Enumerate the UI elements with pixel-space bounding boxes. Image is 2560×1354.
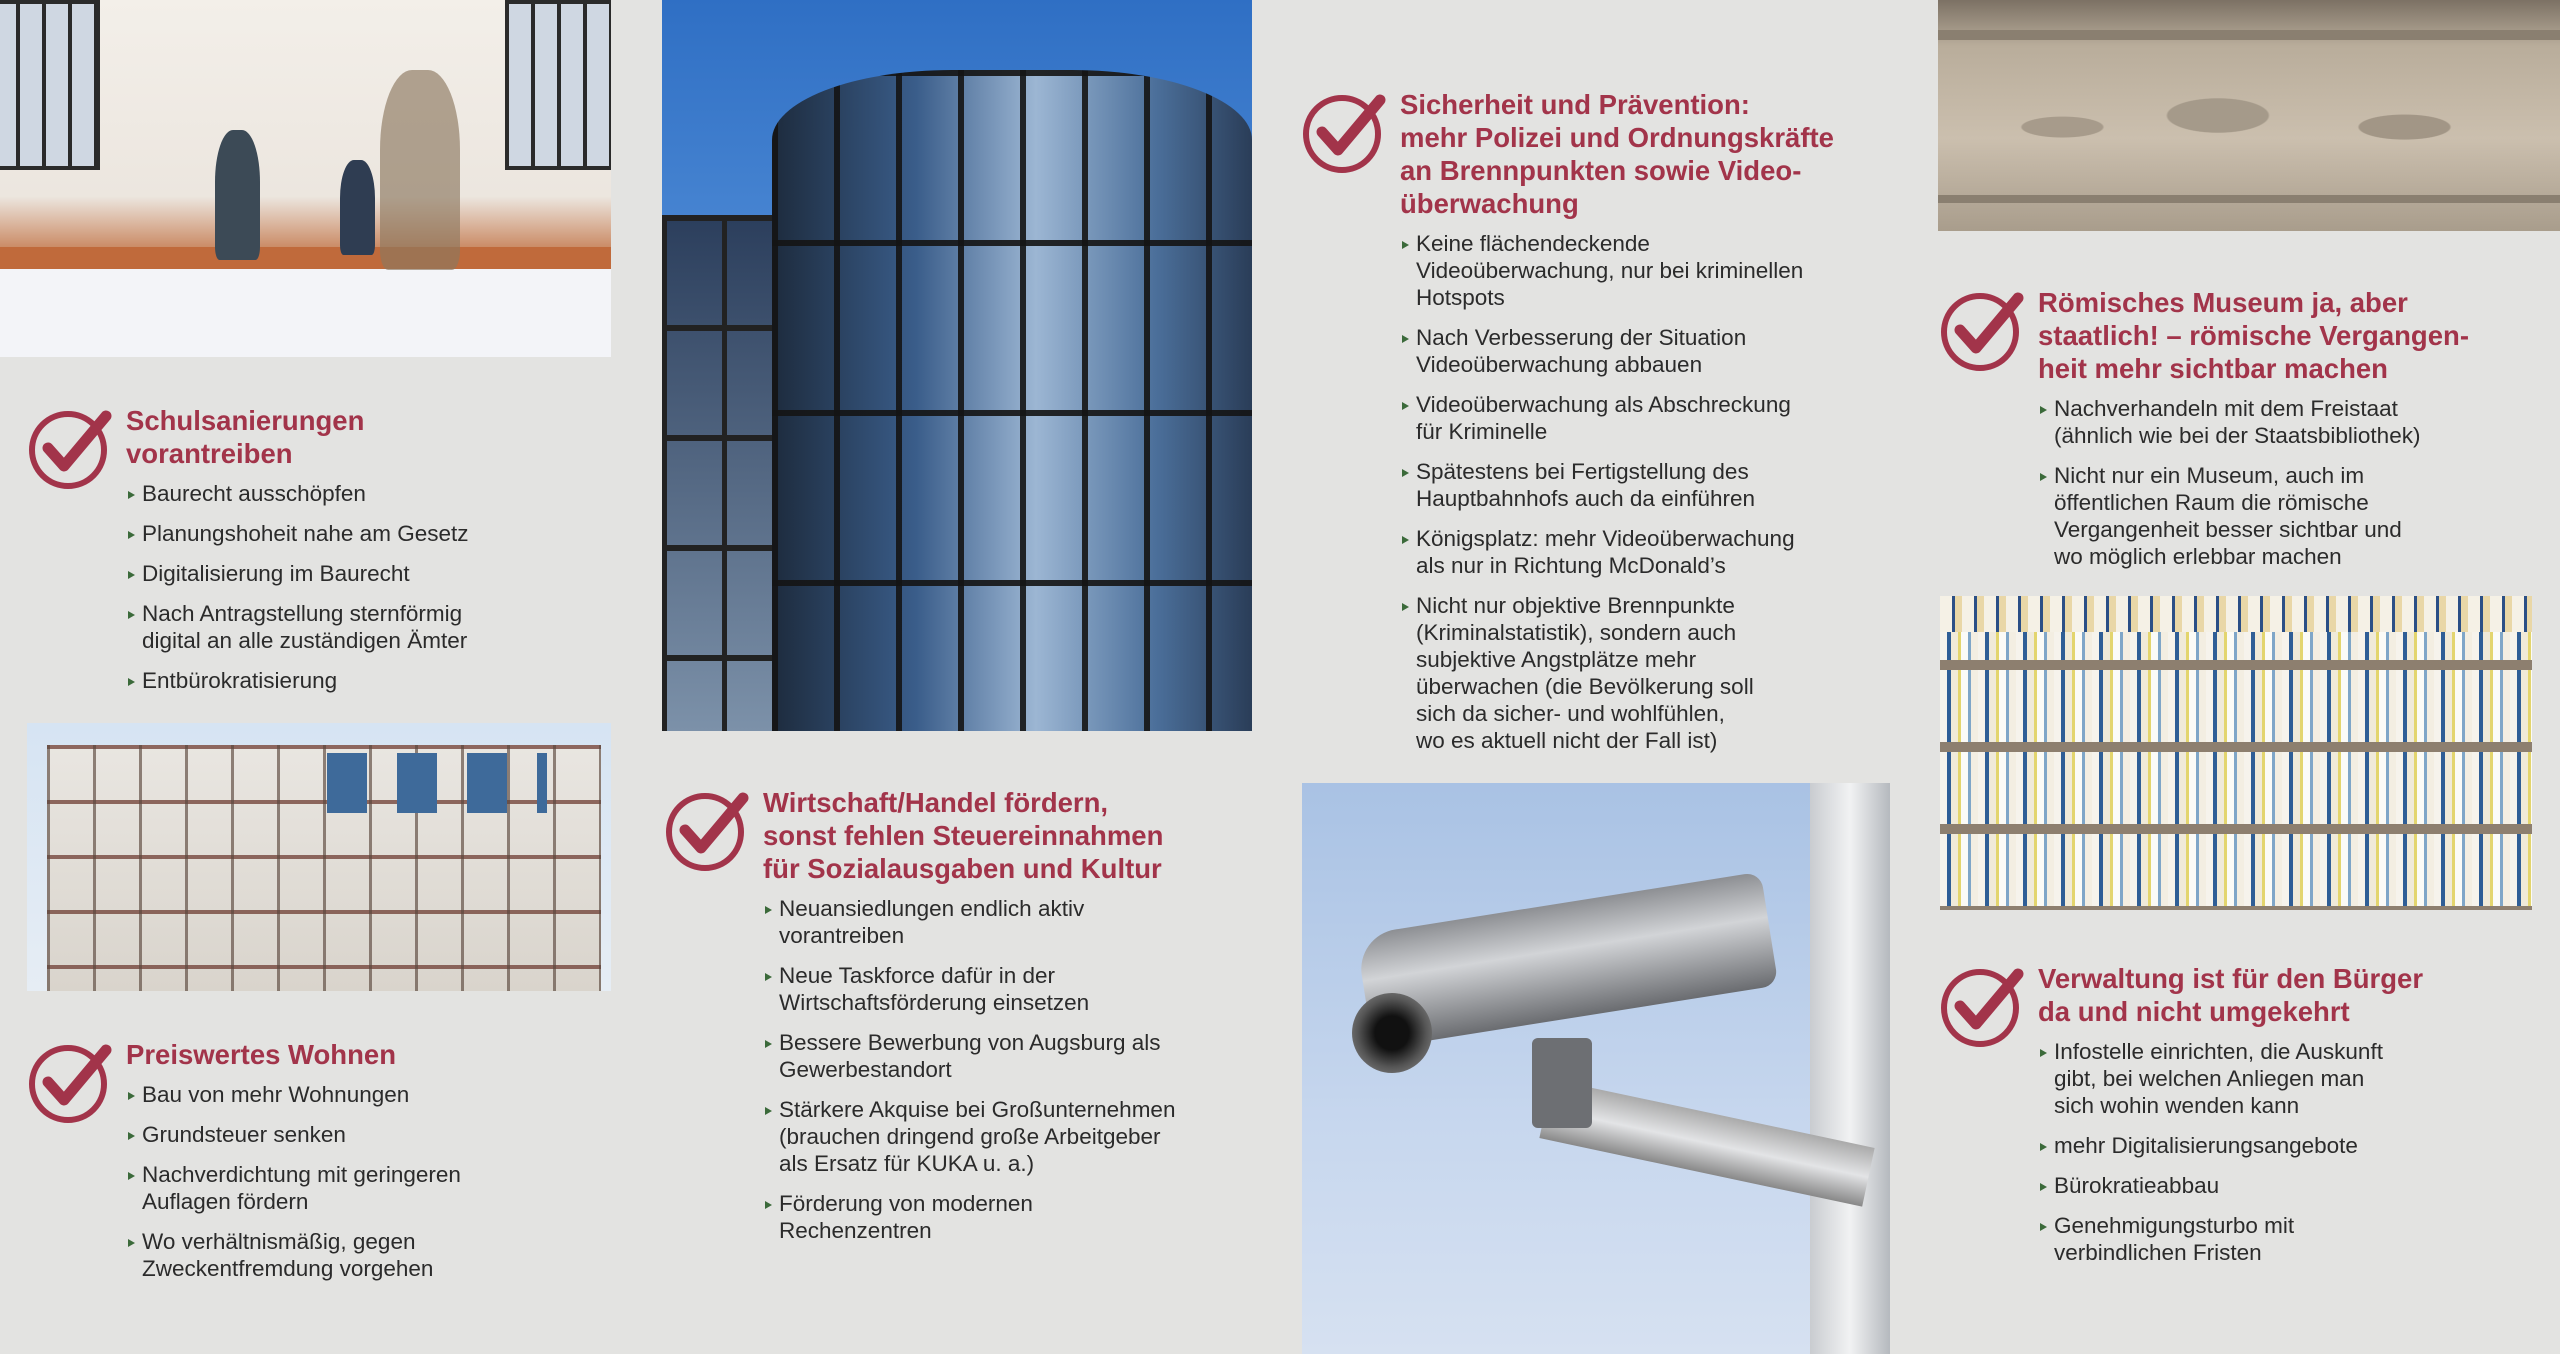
section-schulsanierungen [28, 404, 588, 707]
section-heading: Sicherheit und Prävention: mehr Polizei und Ordnungskräfte an Brennpunkten sowie Video- überwachung [1400, 89, 1834, 219]
section-museum [1940, 286, 2550, 583]
list-item: Königsplatz: mehr Videoüberwachung als nur in Richtung McDonald’s [1400, 525, 1902, 579]
hallway-window-right [505, 0, 611, 170]
list-item: Wo verhältnismäßig, gegen Zweckentfremdung vorgehen [126, 1228, 588, 1282]
list-item: Videoüberwachung als Abschreckung für Kriminelle [1400, 391, 1902, 445]
list-item: Neue Taskforce dafür in der Wirtschaftsförderung einsetzen [763, 962, 1265, 1016]
list-item: Keine flächendeckende Videoüberwachung, nur bei kriminellen Hotspots [1400, 230, 1902, 311]
section-heading: Wirtschaft/Handel fördern, sonst fehlen Steuereinnahmen für Sozialausgaben und Kultur [763, 787, 1164, 884]
check-circle-icon [1302, 88, 1388, 174]
list-item: Planungshoheit nahe am Gesetz [126, 520, 588, 547]
tower-side-facade [662, 215, 782, 731]
list-item: Nach Verbesserung der Situation Videoüberwachung abbauen [1400, 324, 1902, 378]
hallway-floor [0, 247, 611, 357]
list-item: Bessere Bewerbung von Augsburg als Gewerbestandort [763, 1029, 1265, 1083]
list-item: mehr Digitalisierungsangebote [2038, 1132, 2550, 1159]
section-heading: Schulsanierungen vorantreiben [126, 405, 365, 469]
list-item: Bürokratieabbau [2038, 1172, 2550, 1199]
list-item: Bau von mehr Wohnungen [126, 1081, 588, 1108]
camera-pole [1810, 783, 1890, 1354]
check-circle-icon [665, 786, 751, 872]
section-sicherheit [1302, 88, 1902, 767]
section-wirtschaft [665, 786, 1265, 1257]
hallway-window-left [0, 0, 100, 170]
student-figure [380, 70, 460, 270]
section-heading: Römisches Museum ja, aber staatlich! – römische Vergangen- heit mehr sichtbar machen [2038, 287, 2469, 384]
list-item: Nicht nur objektive Brennpunkte (Kriminalstatistik), sondern auch subjektive Angstplätze mehr überwachen (die Bevölkerung soll sich da sicher- und wohlfühlen, wo es aktuell nicht der Fall ist) [1400, 592, 1902, 754]
check-circle-icon [1940, 962, 2026, 1048]
list-item: Nachverdichtung mit geringeren Auflagen fördern [126, 1161, 588, 1215]
building-windows [327, 753, 547, 813]
list-item: Neuansiedlungen endlich aktiv vorantreiben [763, 895, 1265, 949]
section-heading: Verwaltung ist für den Bürger da und nicht umgekehrt [2038, 963, 2424, 1027]
glass-tower-photo [662, 0, 1252, 731]
relief-band-top [1938, 30, 2560, 40]
bullet-list [126, 480, 588, 694]
camera-lens [1352, 993, 1432, 1073]
tower-glass-facade [772, 70, 1252, 731]
list-item: Stärkere Akquise bei Großunternehmen (brauchen dringend große Arbeitgeber als Ersatz für KUKA u. a.) [763, 1096, 1265, 1177]
list-item: Genehmigungsturbo mit verbindlichen Fristen [2038, 1212, 2550, 1266]
bullet-list [2038, 395, 2550, 570]
bullet-list [2038, 1038, 2550, 1266]
files-top-shelf [1940, 596, 2532, 632]
roman-relief-photo [1938, 0, 2560, 231]
list-item: Nach Antragstellung sternförmig digital an alle zuständigen Ämter [126, 600, 588, 654]
student-figure [215, 130, 260, 260]
list-item: Spätestens bei Fertigstellung des Hauptbahnhofs auch da einführen [1400, 458, 1902, 512]
section-heading: Preiswertes Wohnen [126, 1039, 396, 1070]
list-item: Digitalisierung im Baurecht [126, 560, 588, 587]
list-item: Nachverhandeln mit dem Freistaat (ähnlich wie bei der Staatsbibliothek) [2038, 395, 2550, 449]
list-item: Infostelle einrichten, die Auskunft gibt, bei welchen Anliegen man sich wohin wenden kann [2038, 1038, 2550, 1119]
student-figure [340, 160, 375, 255]
section-verwaltung [1940, 962, 2550, 1279]
check-circle-icon [28, 404, 114, 490]
school-hallway-photo [0, 0, 611, 357]
list-item: Entbürokratisierung [126, 667, 588, 694]
bullet-list [763, 895, 1265, 1244]
section-wohnen [28, 1038, 588, 1295]
list-item: Nicht nur ein Museum, auch im öffentlichen Raum die römische Vergangenheit besser sichtbar und wo möglich erlebbar machen [2038, 462, 2550, 570]
bullet-list [126, 1081, 588, 1282]
list-item: Baurecht ausschöpfen [126, 480, 588, 507]
relief-band-bottom [1938, 195, 2560, 203]
check-circle-icon [28, 1038, 114, 1124]
list-item: Förderung von modernen Rechenzentren [763, 1190, 1265, 1244]
security-camera-photo [1302, 783, 1890, 1354]
check-circle-icon [1940, 286, 2026, 372]
list-item: Grundsteuer senken [126, 1121, 588, 1148]
camera-mount [1532, 1038, 1592, 1128]
bullet-list [1400, 230, 1902, 754]
scaffold-building-photo [27, 723, 611, 991]
archive-files-photo [1940, 596, 2532, 910]
